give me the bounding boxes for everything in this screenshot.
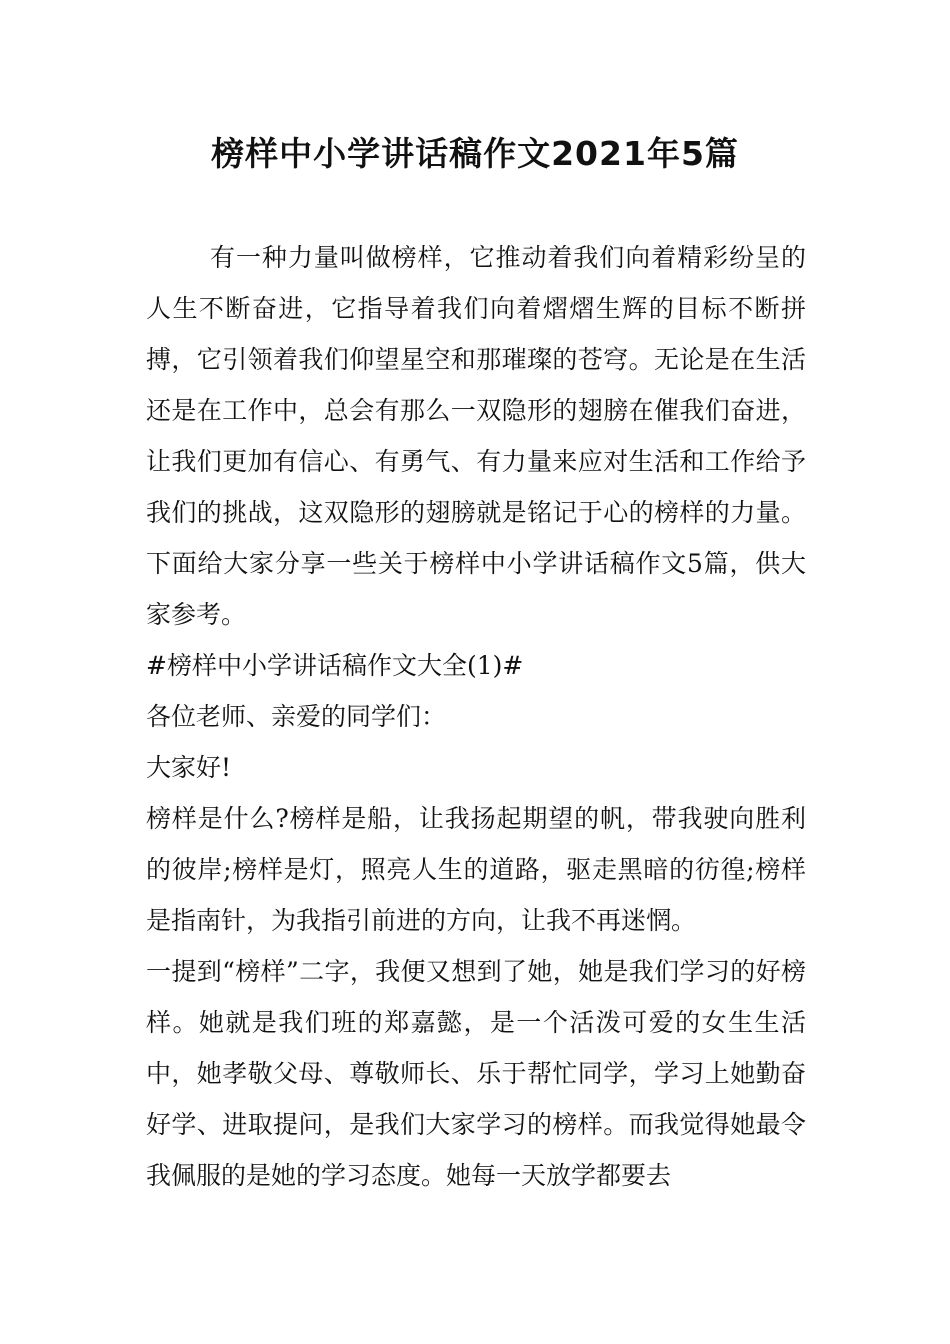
intro-paragraph: 有一种力量叫做榜样，它推动着我们向着精彩纷呈的人生不断奋进，它指导着我们向着熠熠生辉的目标不断拼搏，它引领着我们仰望星空和那璀璨的苍穹。无论是在生活还是在工作中，总会有那么一双隐形的翅膀在催我们奋进，让我们更加有信心、有勇气、有力量来应对生活和工作给予我们的挑战，这双隐形的翅膀就是铭记于心的榜样的力量。下面给大家分享一些关于榜样中小学讲话稿作文5篇，供大家参考。: [146, 243, 806, 629]
greeting: 大家好!: [146, 753, 232, 782]
body-paragraph: 榜样是什么?榜样是船，让我扬起期望的帆，带我驶向胜利的彼岸;榜样是灯，照亮人生的道路，驱走黑暗的彷徨;榜样是指南针，为我指引前进的方向，让我不再迷惘。: [146, 804, 806, 935]
section-heading: #榜样中小学讲话稿作文大全(1)#: [146, 651, 524, 680]
body-paragraph: 一提到“榜样”二字，我便又想到了她，她是我们学习的好榜样。她就是我们班的郑嘉懿，是一个活泼可爱的女生生活中，她孝敬父母、尊敬师长、乐于帮忙同学，学习上她勤奋好学、进取提问，是我们大家学习的榜样。而我觉得她最令我佩服的是她的学习态度。她每一天放学都要去: [146, 957, 806, 1190]
document-body: [146, 232, 806, 1201]
document-title: 榜样中小学讲话稿作文2021年5篇: [211, 134, 739, 173]
salutation: 各位老师、亲爱的同学们：: [146, 702, 447, 731]
